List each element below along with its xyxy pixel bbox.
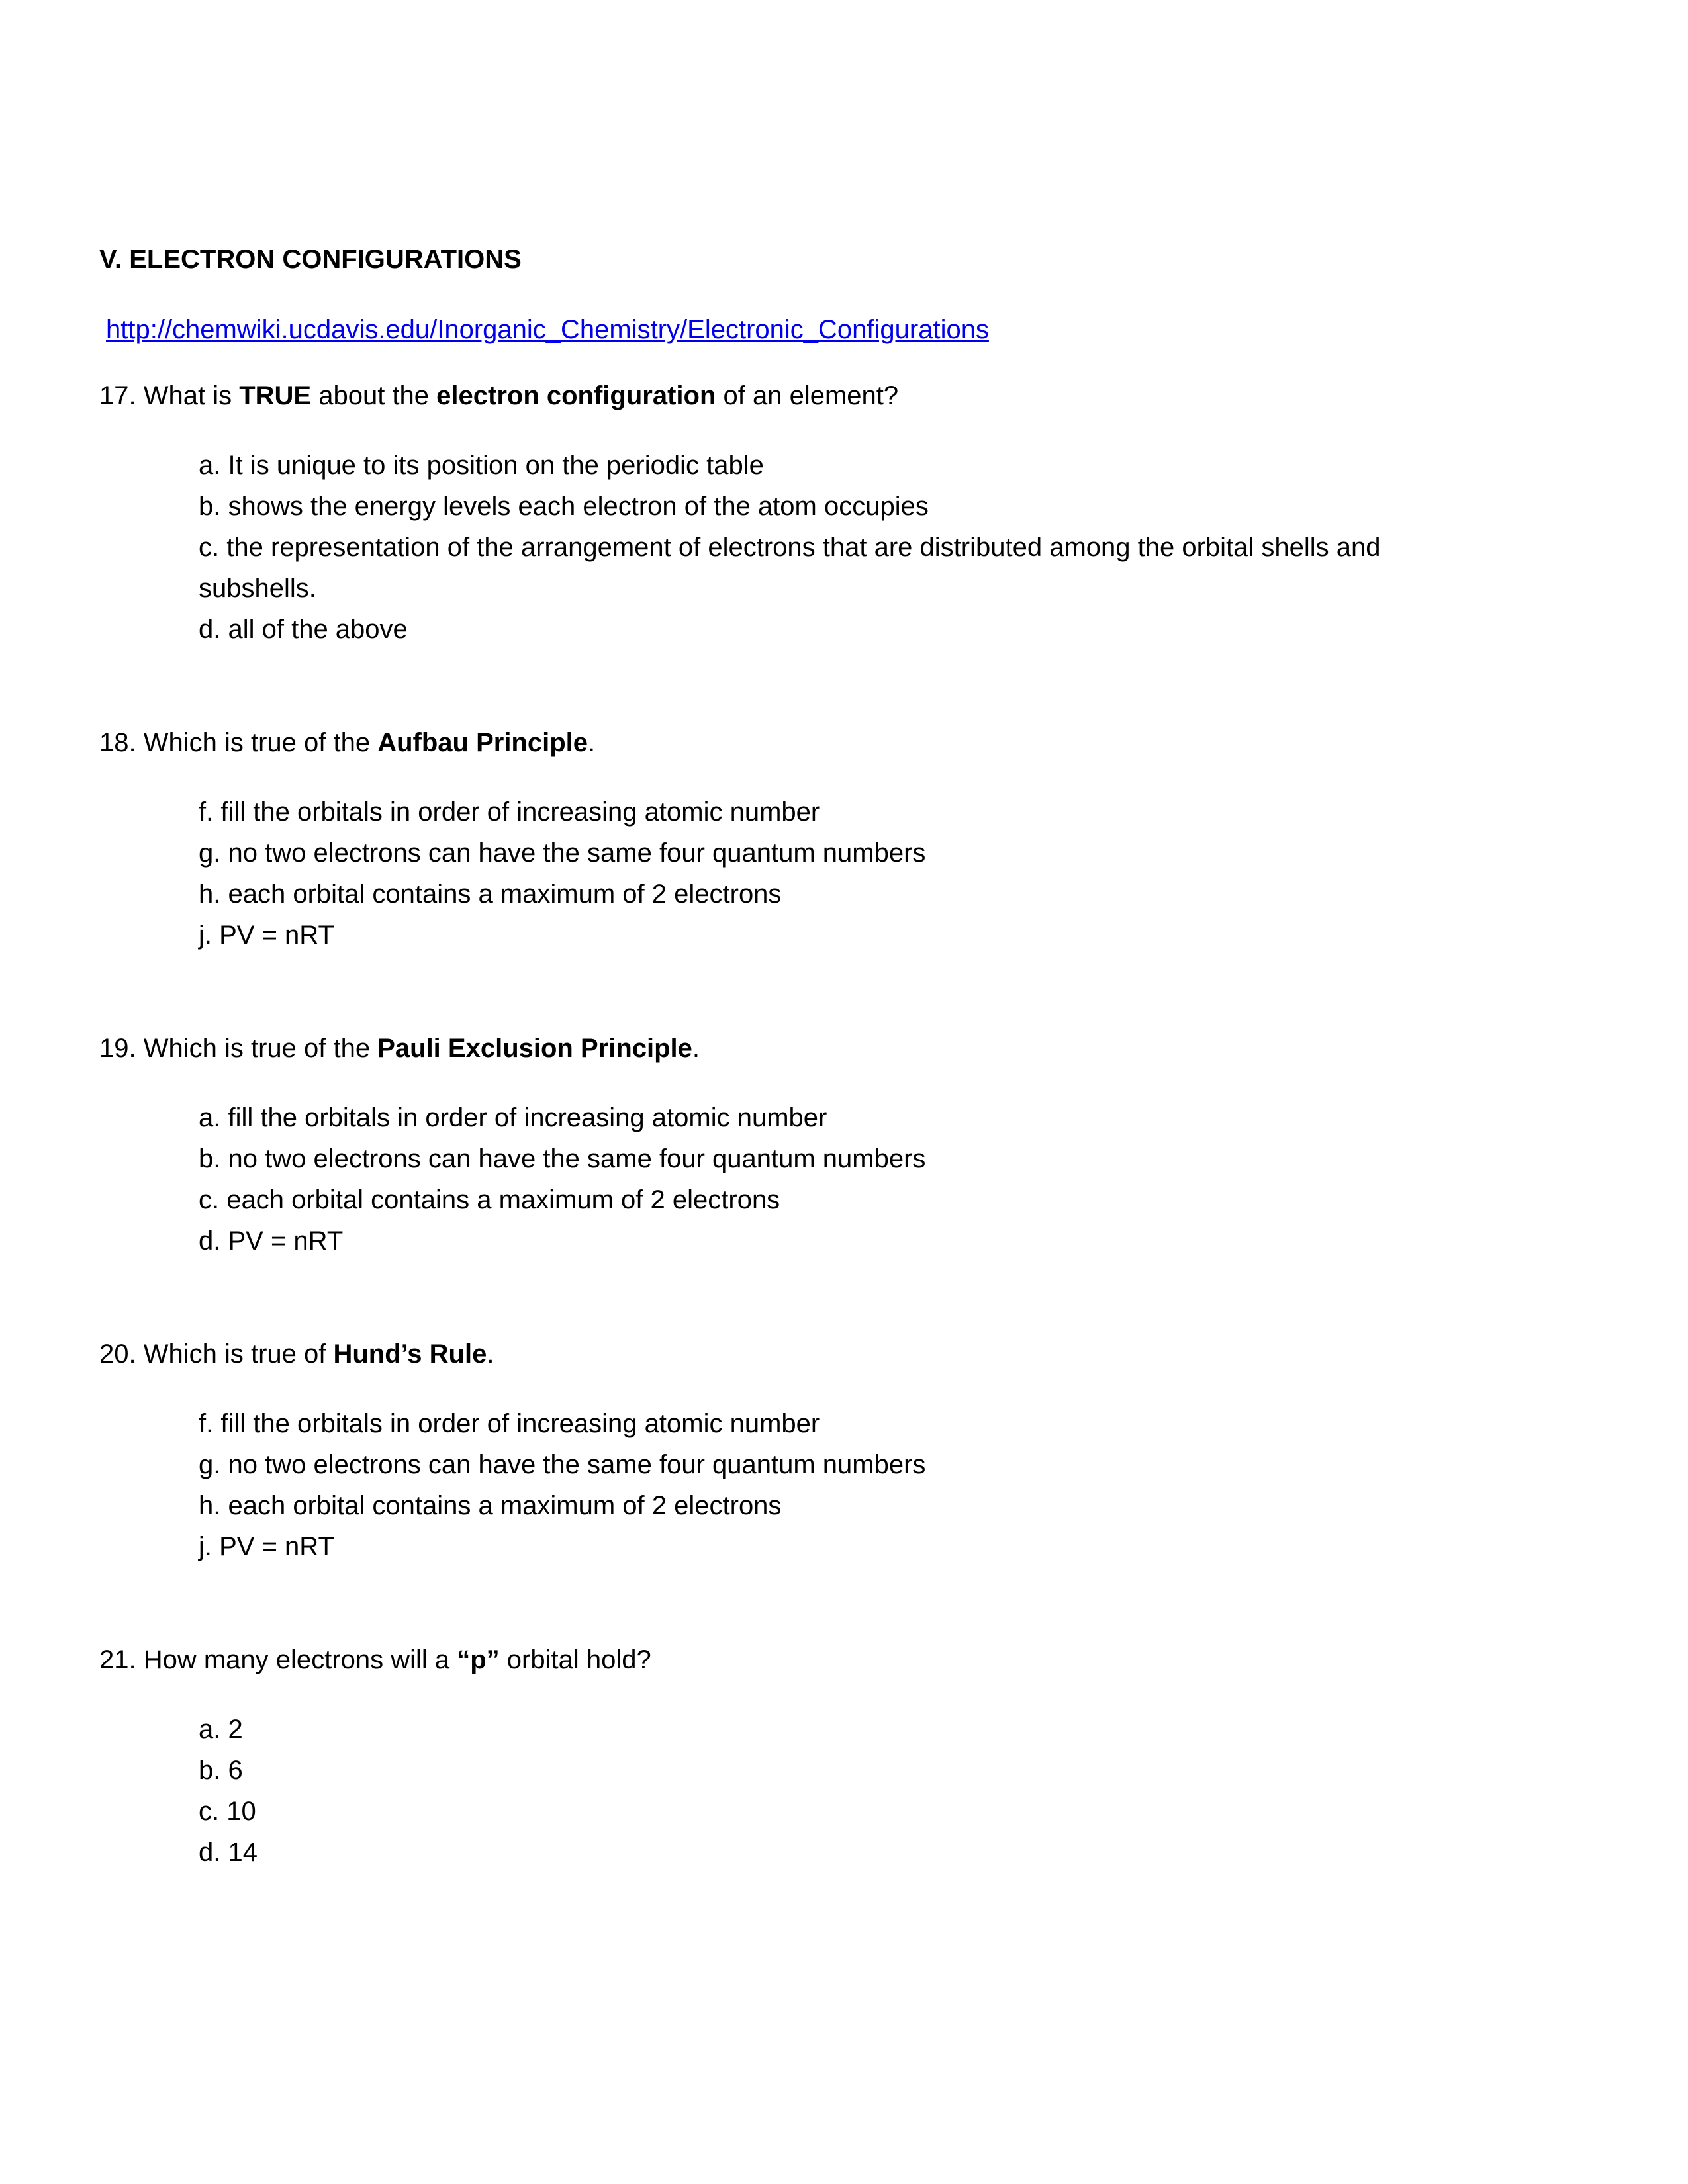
option-21-c: c. 10 xyxy=(199,1797,256,1826)
option-17-a: a. It is unique to its position on the periodic table xyxy=(199,451,764,480)
question-18 xyxy=(99,727,595,758)
options-20 xyxy=(199,1403,925,1567)
question-text-part: about the xyxy=(311,381,437,410)
question-20 xyxy=(99,1338,494,1370)
question-text-part: orbital hold? xyxy=(499,1645,651,1674)
question-text-part: 18. Which is true of the xyxy=(99,728,378,757)
option-18-h: h. each orbital contains a maximum of 2 electrons xyxy=(199,880,782,909)
option-18-g: g. no two electrons can have the same four quantum numbers xyxy=(199,839,926,868)
option-19-c: c. each orbital contains a maximum of 2 electrons xyxy=(199,1185,780,1214)
question-text-bold: “p” xyxy=(457,1645,500,1674)
question-text-part: 19. Which is true of the xyxy=(99,1034,378,1063)
question-17 xyxy=(99,380,898,412)
options-21 xyxy=(199,1709,258,1873)
option-19-a: a. fill the orbitals in order of increasing atomic number xyxy=(199,1103,827,1132)
question-text-bold: Hund’s Rule xyxy=(333,1340,487,1369)
option-18-f: f. fill the orbitals in order of increasing atomic number xyxy=(199,797,820,827)
option-18-j: j. PV = nRT xyxy=(199,921,334,950)
option-21-d: d. 14 xyxy=(199,1838,258,1867)
question-text-part: . xyxy=(692,1034,700,1063)
question-text-bold: TRUE xyxy=(239,381,312,410)
option-20-h: h. each orbital contains a maximum of 2 electrons xyxy=(199,1491,782,1520)
reference-link[interactable]: http://chemwiki.ucdavis.edu/Inorganic_Chemistry/Electronic_Configurations xyxy=(106,315,989,344)
question-text-part: . xyxy=(487,1340,494,1369)
option-20-g: g. no two electrons can have the same four quantum numbers xyxy=(199,1450,926,1479)
option-20-f: f. fill the orbitals in order of increasing atomic number xyxy=(199,1409,820,1438)
question-text-part: . xyxy=(588,728,596,757)
question-text-part: 17. What is xyxy=(99,381,240,410)
option-17-d: d. all of the above xyxy=(199,615,408,644)
question-text-part: 21. How many electrons will a xyxy=(99,1645,457,1674)
option-17-b: b. shows the energy levels each electron of the atom occupies xyxy=(199,492,929,521)
option-21-b: b. 6 xyxy=(199,1756,243,1785)
options-18 xyxy=(199,792,925,956)
question-19 xyxy=(99,1032,700,1064)
section-title: V. ELECTRON CONFIGURATIONS xyxy=(99,245,522,274)
question-21 xyxy=(99,1644,651,1676)
question-text-part: 20. Which is true of xyxy=(99,1340,334,1369)
question-text-part: of an element? xyxy=(716,381,899,410)
option-19-d: d. PV = nRT xyxy=(199,1226,344,1255)
question-text-bold: Pauli Exclusion Principle xyxy=(377,1034,692,1063)
question-text-bold: electron configuration xyxy=(436,381,716,410)
option-17-c: c. the representation of the arrangement of electrons that are distributed among the orbital shells and subshells. xyxy=(199,533,1381,603)
option-21-a: a. 2 xyxy=(199,1715,243,1744)
options-19 xyxy=(199,1097,925,1261)
options-17 xyxy=(199,445,1489,650)
question-text-bold: Aufbau Principle xyxy=(377,728,588,757)
option-20-j: j. PV = nRT xyxy=(199,1532,334,1561)
option-19-b: b. no two electrons can have the same four quantum numbers xyxy=(199,1144,926,1173)
